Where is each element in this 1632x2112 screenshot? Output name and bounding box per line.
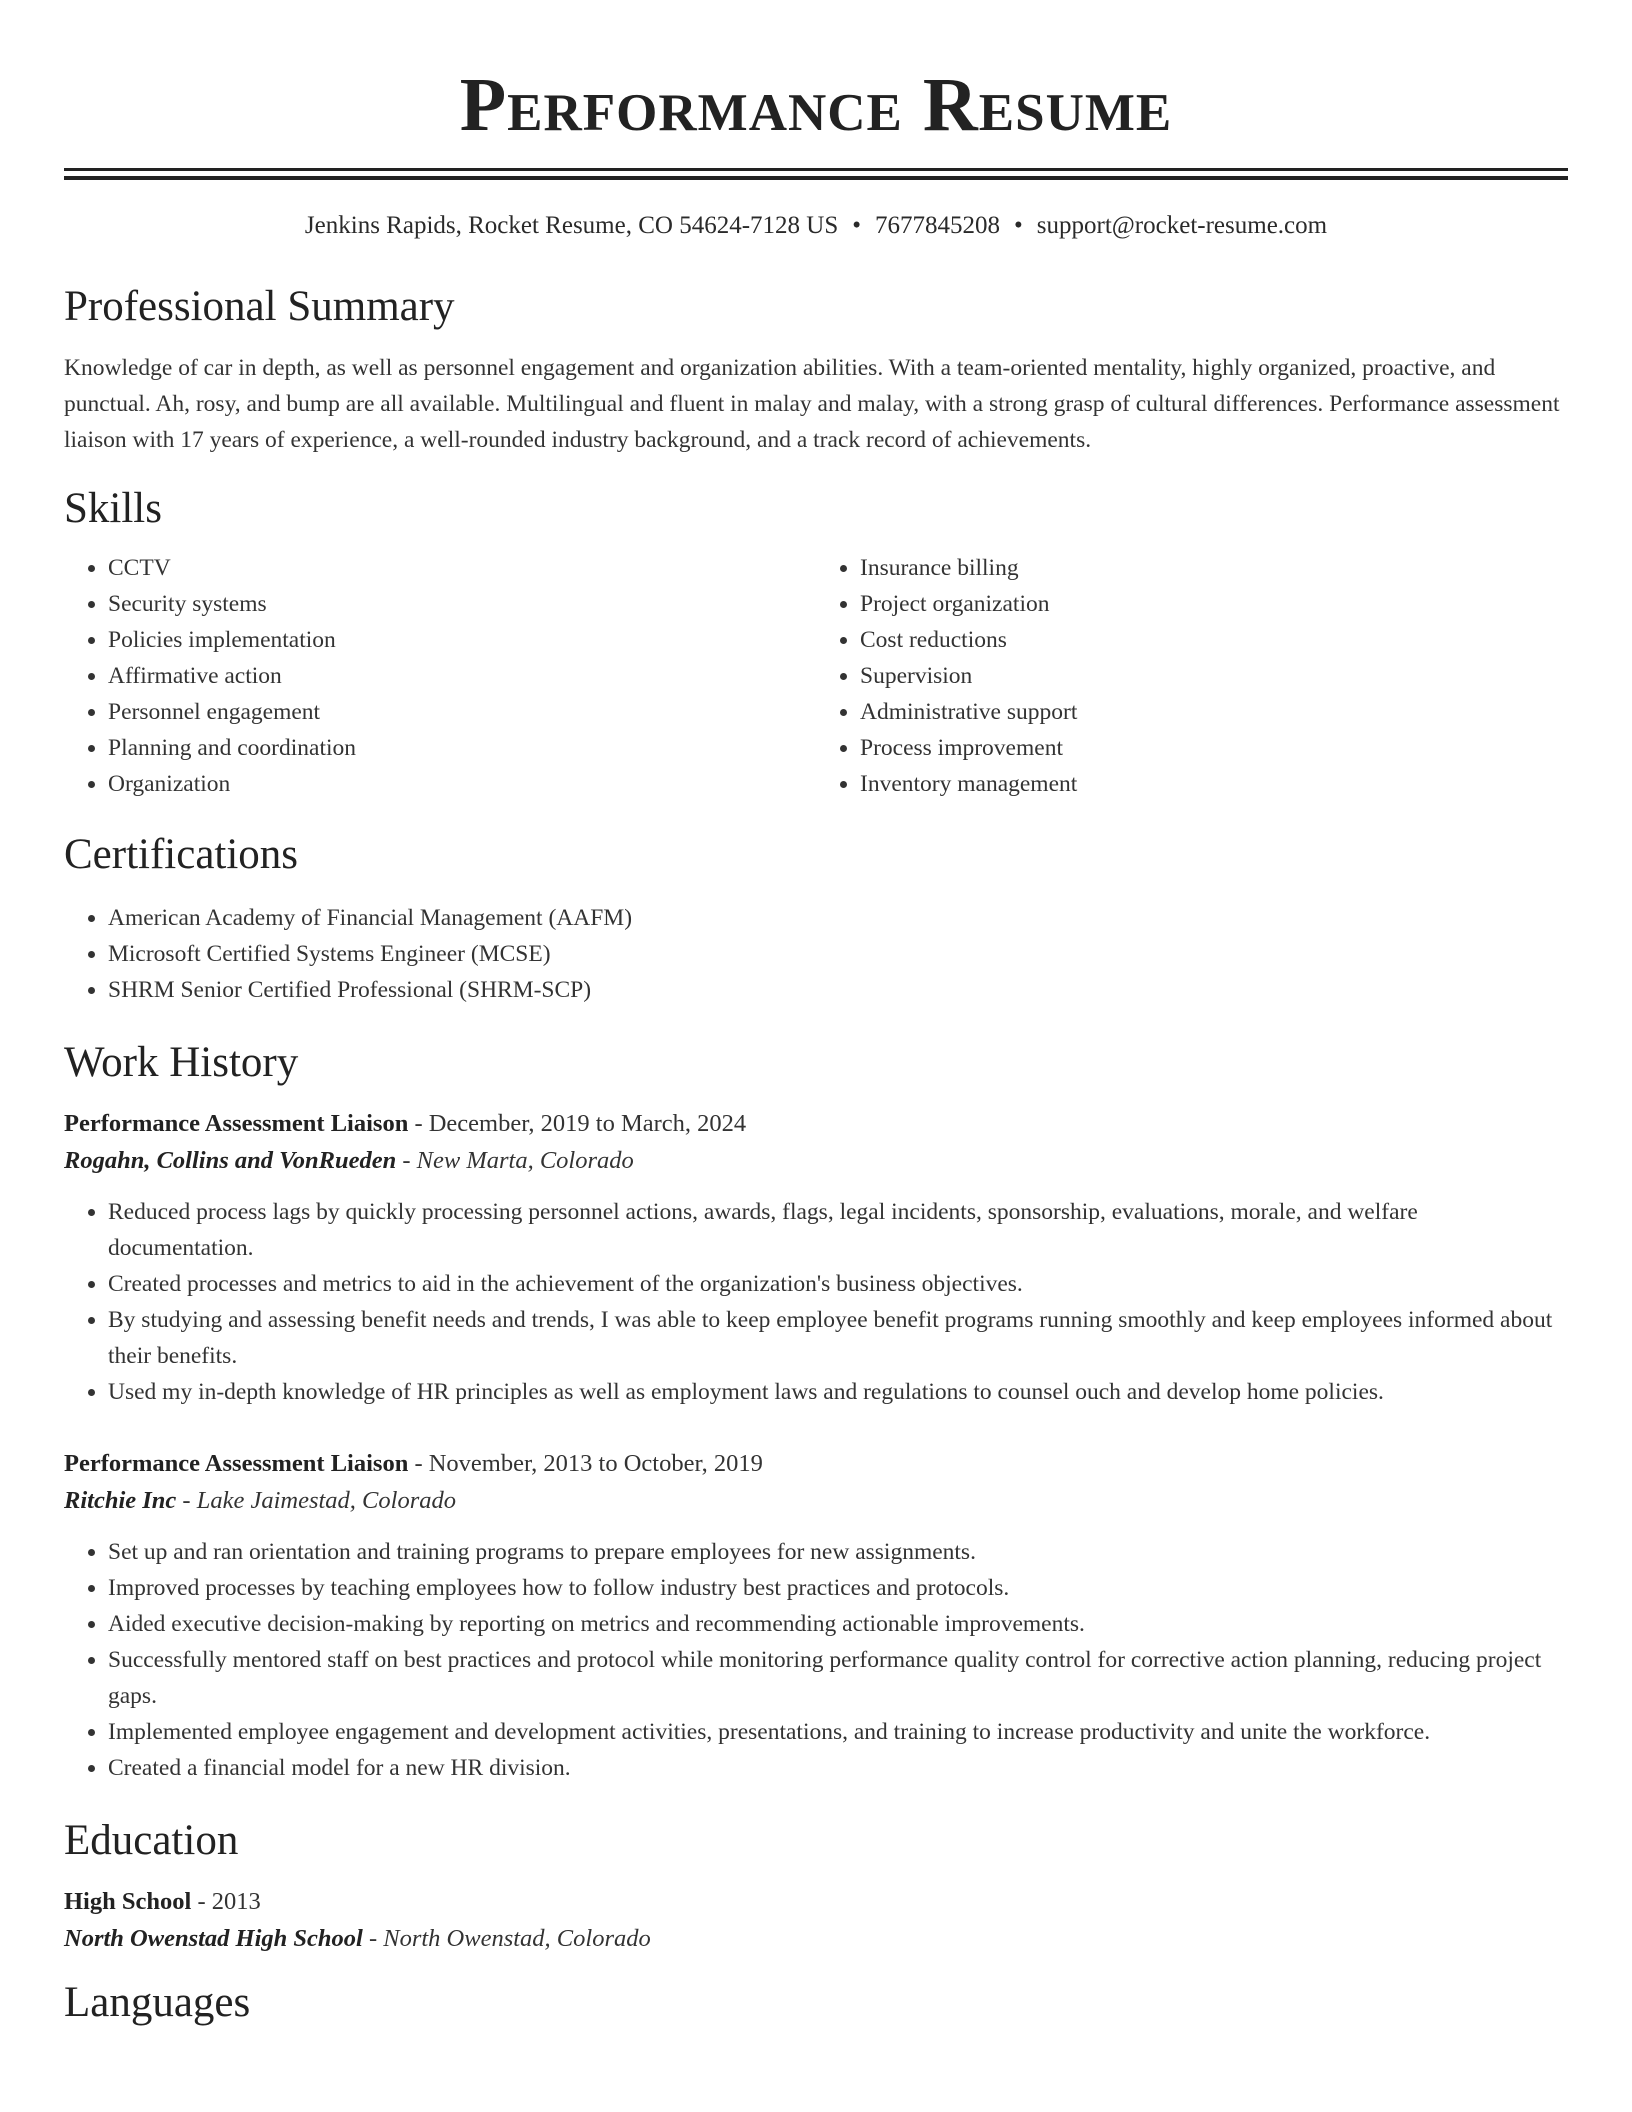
education-year: - 2013 bbox=[191, 1888, 261, 1915]
job-company: Rogahn, Collins and VonRueden bbox=[64, 1147, 397, 1174]
contact-address: Jenkins Rapids, Rocket Resume, CO 54624-7128 US bbox=[304, 212, 839, 239]
certification-item: • Microsoft Certified Systems Engineer (MCSE) bbox=[108, 936, 1568, 972]
job-company-line bbox=[64, 1142, 1568, 1180]
skill-item: • Insurance billing bbox=[860, 550, 1568, 586]
skill-item: • Personnel engagement bbox=[108, 694, 816, 730]
education-heading: Education bbox=[64, 1817, 239, 1864]
job-bullet: • Created processes and metrics to aid in the achievement of the organization's business objectives. bbox=[108, 1266, 1568, 1302]
education-degree: High School bbox=[64, 1888, 192, 1915]
job-title-line bbox=[64, 1446, 1568, 1482]
job-title-line bbox=[64, 1106, 1568, 1142]
contact-email: support@rocket-resume.com bbox=[1036, 212, 1328, 239]
skill-item: • Affirmative action bbox=[108, 658, 816, 694]
job-dates: - November, 2013 to October, 2019 bbox=[408, 1450, 763, 1477]
skills-list-left bbox=[64, 550, 816, 802]
skills-heading: Skills bbox=[64, 485, 162, 532]
job-role: Performance Assessment Liaison bbox=[64, 1450, 409, 1477]
header-divider bbox=[64, 168, 1568, 180]
skill-item: • Project organization bbox=[860, 586, 1568, 622]
job-bullet: • Created a financial model for a new HR division. bbox=[108, 1750, 1568, 1786]
job-bullets bbox=[64, 1534, 1568, 1786]
skill-item: • Administrative support bbox=[860, 694, 1568, 730]
job-company: Ritchie Inc bbox=[64, 1487, 177, 1514]
languages-heading: Languages bbox=[64, 1979, 251, 2026]
job-bullets bbox=[64, 1194, 1568, 1410]
contact-separator: • bbox=[852, 212, 862, 239]
job-location: - New Marta, Colorado bbox=[396, 1147, 634, 1174]
skill-item: • Cost reductions bbox=[860, 622, 1568, 658]
job-role: Performance Assessment Liaison bbox=[64, 1110, 409, 1137]
skill-item: • Inventory management bbox=[860, 766, 1568, 802]
skills-list-right bbox=[816, 550, 1568, 802]
skill-item: • Supervision bbox=[860, 658, 1568, 694]
job-bullet: • Improved processes by teaching employees how to follow industry best practices and protocols. bbox=[108, 1570, 1568, 1606]
job-bullet: • Set up and ran orientation and training programs to prepare employees for new assignments. bbox=[108, 1534, 1568, 1570]
contact-separator: • bbox=[1014, 212, 1023, 239]
job-bullet: • By studying and assessing benefit needs and trends, I was able to keep employee benefit programs running smoothly and keep employees informed about their benefits. bbox=[108, 1302, 1568, 1374]
job-bullet: • Aided executive decision-making by reporting on metrics and recommending actionable improvements. bbox=[108, 1606, 1568, 1642]
certifications-heading: Certifications bbox=[64, 831, 299, 878]
skill-item: • Planning and coordination bbox=[108, 730, 816, 766]
education-degree-line bbox=[64, 1884, 1568, 1920]
job-bullet: • Implemented employee engagement and development activities, presentations, and training to increase productivity and unite the workforce. bbox=[108, 1714, 1568, 1750]
contact-line bbox=[64, 210, 1568, 242]
skill-item: • Security systems bbox=[108, 586, 816, 622]
skill-item: • Policies implementation bbox=[108, 622, 816, 658]
work-history-heading: Work History bbox=[64, 1039, 299, 1086]
certification-item: • SHRM Senior Certified Professional (SHRM-SCP) bbox=[108, 972, 1568, 1008]
job-entry bbox=[64, 1446, 1568, 1786]
job-bullet: • Successfully mentored staff on best practices and protocol while monitoring performance quality control for corrective action planning, reducing project gaps. bbox=[108, 1642, 1568, 1714]
certifications-list bbox=[64, 900, 1568, 1008]
summary-heading: Professional Summary bbox=[64, 283, 455, 330]
contact-phone: 7677845208 bbox=[875, 212, 1001, 239]
education-school: North Owenstad High School bbox=[64, 1925, 363, 1952]
job-bullet: • Reduced process lags by quickly processing personnel actions, awards, flags, legal incidents, sponsorship, evaluations, morale, and welfare documentation. bbox=[108, 1194, 1568, 1266]
job-dates: - December, 2019 to March, 2024 bbox=[408, 1110, 747, 1137]
resume-name: Performance Resume bbox=[459, 63, 1173, 147]
job-bullet: • Used my in-depth knowledge of HR principles as well as employment laws and regulations to counsel ouch and develop home policies. bbox=[108, 1374, 1568, 1410]
skill-item: • Organization bbox=[108, 766, 816, 802]
job-company-line bbox=[64, 1482, 1568, 1520]
job-location: - Lake Jaimestad, Colorado bbox=[176, 1487, 456, 1514]
job-entry bbox=[64, 1106, 1568, 1410]
certification-item: • American Academy of Financial Management (AAFM) bbox=[108, 900, 1568, 936]
skills-columns bbox=[64, 550, 1568, 802]
education-school-line bbox=[64, 1920, 1568, 1958]
skill-item: • CCTV bbox=[108, 550, 816, 586]
summary-text: Knowledge of car in depth, as well as personnel engagement and organization abilities. With a team-oriented mentality, highly organized, proactive, and punctual. Ah, rosy, and bump are all available. Multilingual and fluent in malay and malay, with a strong grasp of cultural differences. Performance assessment liaison with 17 years of experience, a well-rounded industry background, and a track record of achievements. bbox=[64, 355, 1560, 453]
skill-item: • Process improvement bbox=[860, 730, 1568, 766]
education-location: - North Owenstad, Colorado bbox=[362, 1925, 651, 1952]
